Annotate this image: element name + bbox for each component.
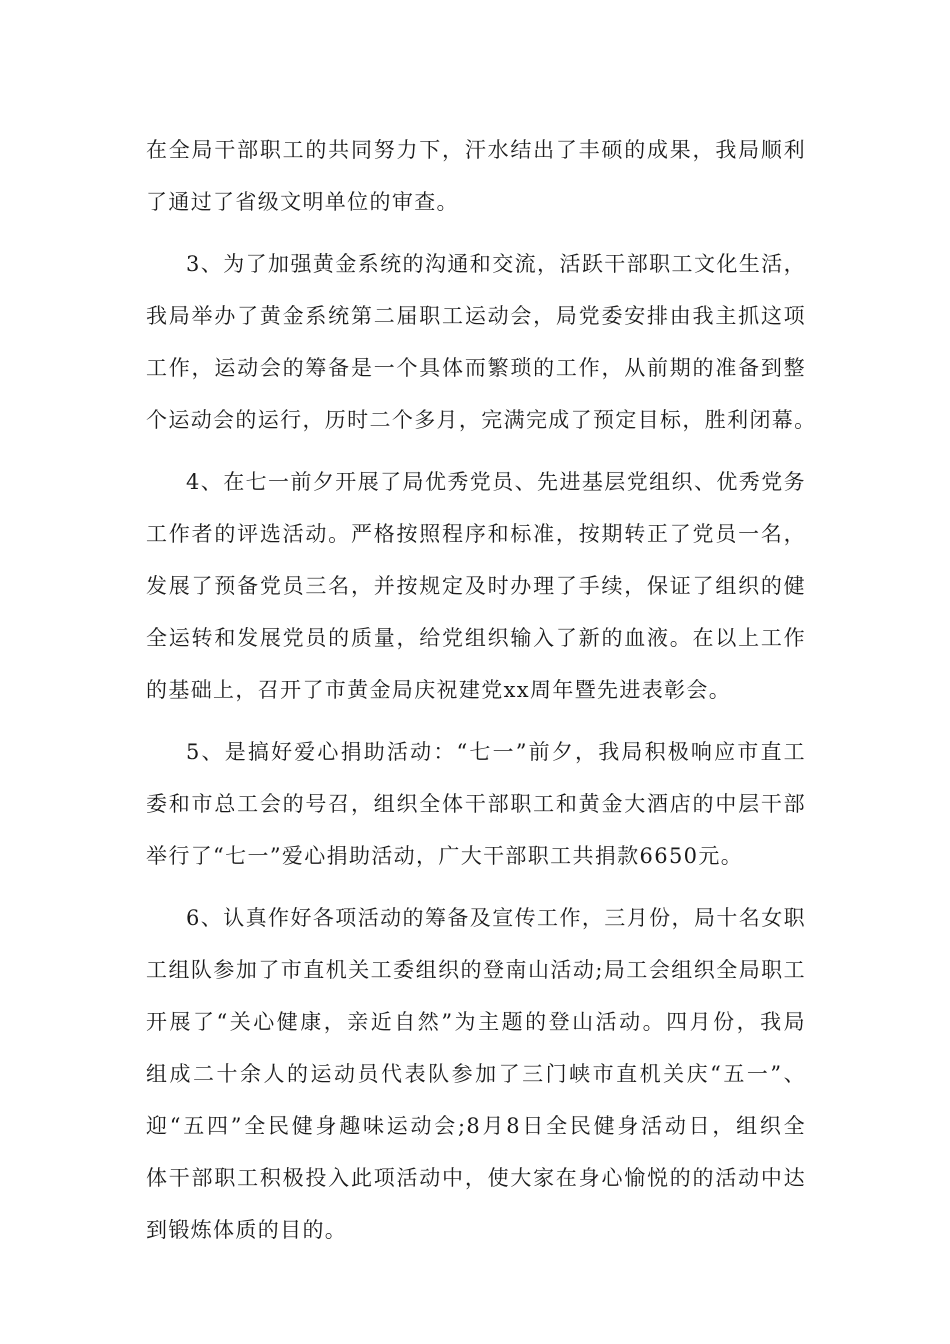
text-line: 在全局干部职工的共同努力下，汗水结出了丰硕的成果，我局顺利: [146, 138, 806, 162]
text-line: 我局举办了黄金系统第二届职工运动会，局党委安排由我主抓这项: [146, 304, 806, 328]
text-line: 个运动会的运行，历时二个多月，完满完成了预定目标，胜利闭幕。: [146, 408, 817, 432]
text-line: 工作，运动会的筹备是一个具体而繁琐的工作，从前期的准备到整: [146, 356, 806, 380]
paragraph-6-first-line: 6、认真作好各项活动的筹备及宣传工作，三月份，局十名女职: [186, 906, 806, 930]
text-line: 到锻炼体质的目的。: [146, 1218, 348, 1242]
text-line: 举行了“七一”爱心捐助活动，广大干部职工共捐款6650元。: [146, 844, 744, 868]
paragraph-4-first-line: 4、在七一前夕开展了局优秀党员、先进基层党组织、优秀党务: [186, 470, 806, 494]
text-line: 全运转和发展党员的质量，给党组织输入了新的血液。在以上工作: [146, 626, 806, 650]
text-line: 工组队参加了市直机关工委组织的登南山活动;局工会组织全局职工: [146, 958, 806, 982]
text-line: 工作者的评选活动。严格按照程序和标准，按期转正了党员一名，: [146, 522, 806, 546]
text-line: 体干部职工积极投入此项活动中，使大家在身心愉悦的的活动中达: [146, 1166, 806, 1190]
text-line: 组成二十余人的运动员代表队参加了三门峡市直机关庆“五一”、: [146, 1062, 806, 1086]
paragraph-3-first-line: 3、为了加强黄金系统的沟通和交流，活跃干部职工文化生活，: [186, 252, 806, 276]
text-line: 开展了“关心健康，亲近自然”为主题的登山活动。四月份，我局: [146, 1010, 806, 1034]
text-line: 了通过了省级文明单位的审查。: [146, 190, 459, 214]
text-line: 的基础上，召开了市黄金局庆祝建党xx周年暨先进表彰会。: [146, 678, 732, 702]
paragraph-5-first-line: 5、是搞好爱心捐助活动：“七一”前夕，我局积极响应市直工: [186, 740, 806, 764]
text-line: 委和市总工会的号召，组织全体干部职工和黄金大酒店的中层干部: [146, 792, 806, 816]
text-line: 发展了预备党员三名，并按规定及时办理了手续，保证了组织的健: [146, 574, 806, 598]
text-line: 迎“五四”全民健身趣味运动会;8月8日全民健身活动日，组织全: [146, 1114, 806, 1138]
